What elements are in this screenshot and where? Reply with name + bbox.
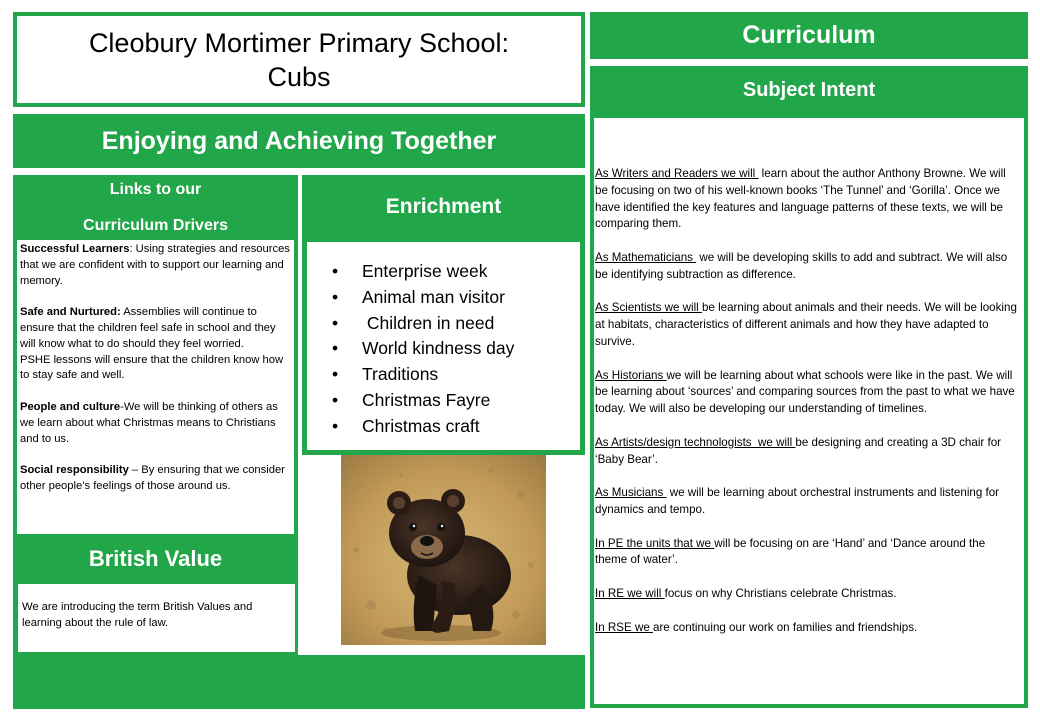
driver-label: Social responsibility: [20, 464, 129, 477]
bullet-icon: •: [332, 415, 339, 436]
subject-paragraph: [595, 485, 1020, 519]
subject-lead: As Musicians: [595, 486, 667, 500]
subject-lead: As Writers and Readers we will: [595, 167, 759, 180]
subject-lead: As Historians: [595, 368, 667, 382]
subject-text: focus on why Christians celebrate Christmas.: [664, 586, 897, 600]
subject-paragraph: [595, 586, 1020, 603]
subject-paragraph: [595, 250, 1020, 284]
title-line-2: Cubs: [267, 61, 331, 92]
list-item: • Christmas Fayre: [307, 388, 580, 414]
british-value-body: We are introducing the term British Values and learning about the rule of law.: [18, 584, 295, 652]
subject-paragraph: [595, 166, 1020, 233]
enrichment-body: [307, 242, 580, 450]
british-value-title: British Value: [88, 546, 223, 571]
subject-lead: As Mathematicians: [595, 250, 697, 264]
curriculum-drivers-panel: [13, 175, 298, 538]
subject-text: learn about the author Anthony Browne. We will be focusing on two of his well-known books ‘The Tunnel’ and ‘Gorilla’. Once we have identified the key features and language patterns of these texts, we will be comparing them.: [595, 167, 1006, 231]
driver-text: – By ensuring that we consider other people’s feelings of those around us.: [20, 464, 285, 492]
subject-intent-body: [594, 118, 1024, 704]
bullet-icon: •: [332, 389, 339, 410]
enrichment-panel: [302, 175, 585, 455]
bullet-icon: •: [332, 338, 339, 359]
subject-text: are continuing our work on families and friendships.: [653, 620, 918, 634]
subject-text: be designing and creating a 3D chair for ‘Baby Bear’.: [595, 435, 1002, 466]
bullet-icon: •: [332, 312, 339, 333]
list-item: • Enterprise week: [307, 259, 580, 285]
subject-lead: In RE we will: [595, 586, 665, 600]
list-item: • Animal man visitor: [307, 285, 580, 311]
subject-lead: In PE the units that we: [595, 536, 715, 550]
driver-text: Assemblies will continue to ensure that the children feel safe in school and they will know what to do should they feel worried.: [20, 306, 276, 350]
subject-text: be learning about animals and their needs. We will be looking at habitats, characteristics of different animals and how they have adapted to survive.: [595, 301, 1017, 348]
driver-item: [20, 400, 291, 447]
title-panel: [13, 12, 585, 107]
bullet-icon: •: [332, 364, 339, 385]
list-item: • Children in need: [307, 311, 580, 337]
subject-text: will be focusing on are ‘Hand’ and ‘Dance around the theme of water’.: [595, 536, 986, 567]
british-value-panel: [13, 538, 298, 656]
enrichment-title: Enrichment: [385, 195, 502, 218]
bullet-icon: •: [332, 286, 339, 307]
driver-text: PSHE lessons will ensure that the children know how to stay safe and well.: [20, 353, 284, 382]
driver-label: People and culture: [20, 400, 121, 413]
enrichment-list: [307, 259, 580, 440]
bottom-bar: [13, 655, 585, 709]
driver-text: : Using strategies and resources that we are confident with to support our learning and memory.: [20, 243, 290, 287]
subject-text: we will be learning about orchestral instruments and listening for dynamics and tempo.: [595, 486, 1000, 516]
subject-intent-title: Subject Intent: [742, 79, 876, 101]
subject-lead: In RSE we: [595, 620, 653, 634]
subject-lead: As Artists/design technologists we will: [595, 435, 796, 449]
bear-cub-icon: [341, 455, 546, 645]
subject-text: we will be learning about what schools were like in the past. We will be learning about ‘sources’ and comparing sources from the past to what we have today. We will also be developing our understanding of timelines.: [595, 368, 1015, 416]
driver-item: [20, 242, 291, 289]
driver-extra: [20, 353, 291, 385]
title-text-box: [17, 16, 581, 103]
driver-label: Safe and Nurtured:: [20, 306, 121, 319]
subject-paragraph: [595, 435, 1020, 469]
subject-intent-panel: [590, 66, 1028, 708]
motto-banner: Enjoying and Achieving Together: [13, 114, 585, 168]
driver-text: -We will be thinking of others as we learn about what Christmas means to Christians and to us.: [20, 400, 278, 445]
list-item: • World kindness day: [307, 336, 580, 362]
bear-cub-image: [341, 455, 546, 645]
driver-item: [20, 463, 291, 495]
driver-item: [20, 305, 291, 352]
list-item: • Christmas craft: [307, 414, 580, 440]
subject-lead: As Scientists we will: [595, 301, 702, 315]
subject-text: we will be developing skills to add and subtract. We will also be identifying subtraction as difference.: [595, 250, 1008, 281]
subject-paragraph: [595, 620, 1020, 637]
driver-label: Successful Learners: [20, 243, 130, 255]
curriculum-banner: Curriculum: [590, 12, 1028, 59]
subject-paragraph: [595, 536, 1020, 570]
bullet-icon: •: [332, 261, 339, 281]
list-item: • Traditions: [307, 362, 580, 388]
title-line-1: Cleobury Mortimer Primary School:: [88, 27, 510, 58]
drivers-body: [17, 240, 294, 534]
drivers-title-line-2: Curriculum Drivers: [83, 217, 228, 234]
drivers-title-line-1: Links to our: [109, 181, 202, 198]
subject-paragraph: [595, 300, 1020, 350]
subject-paragraph: [595, 368, 1020, 418]
